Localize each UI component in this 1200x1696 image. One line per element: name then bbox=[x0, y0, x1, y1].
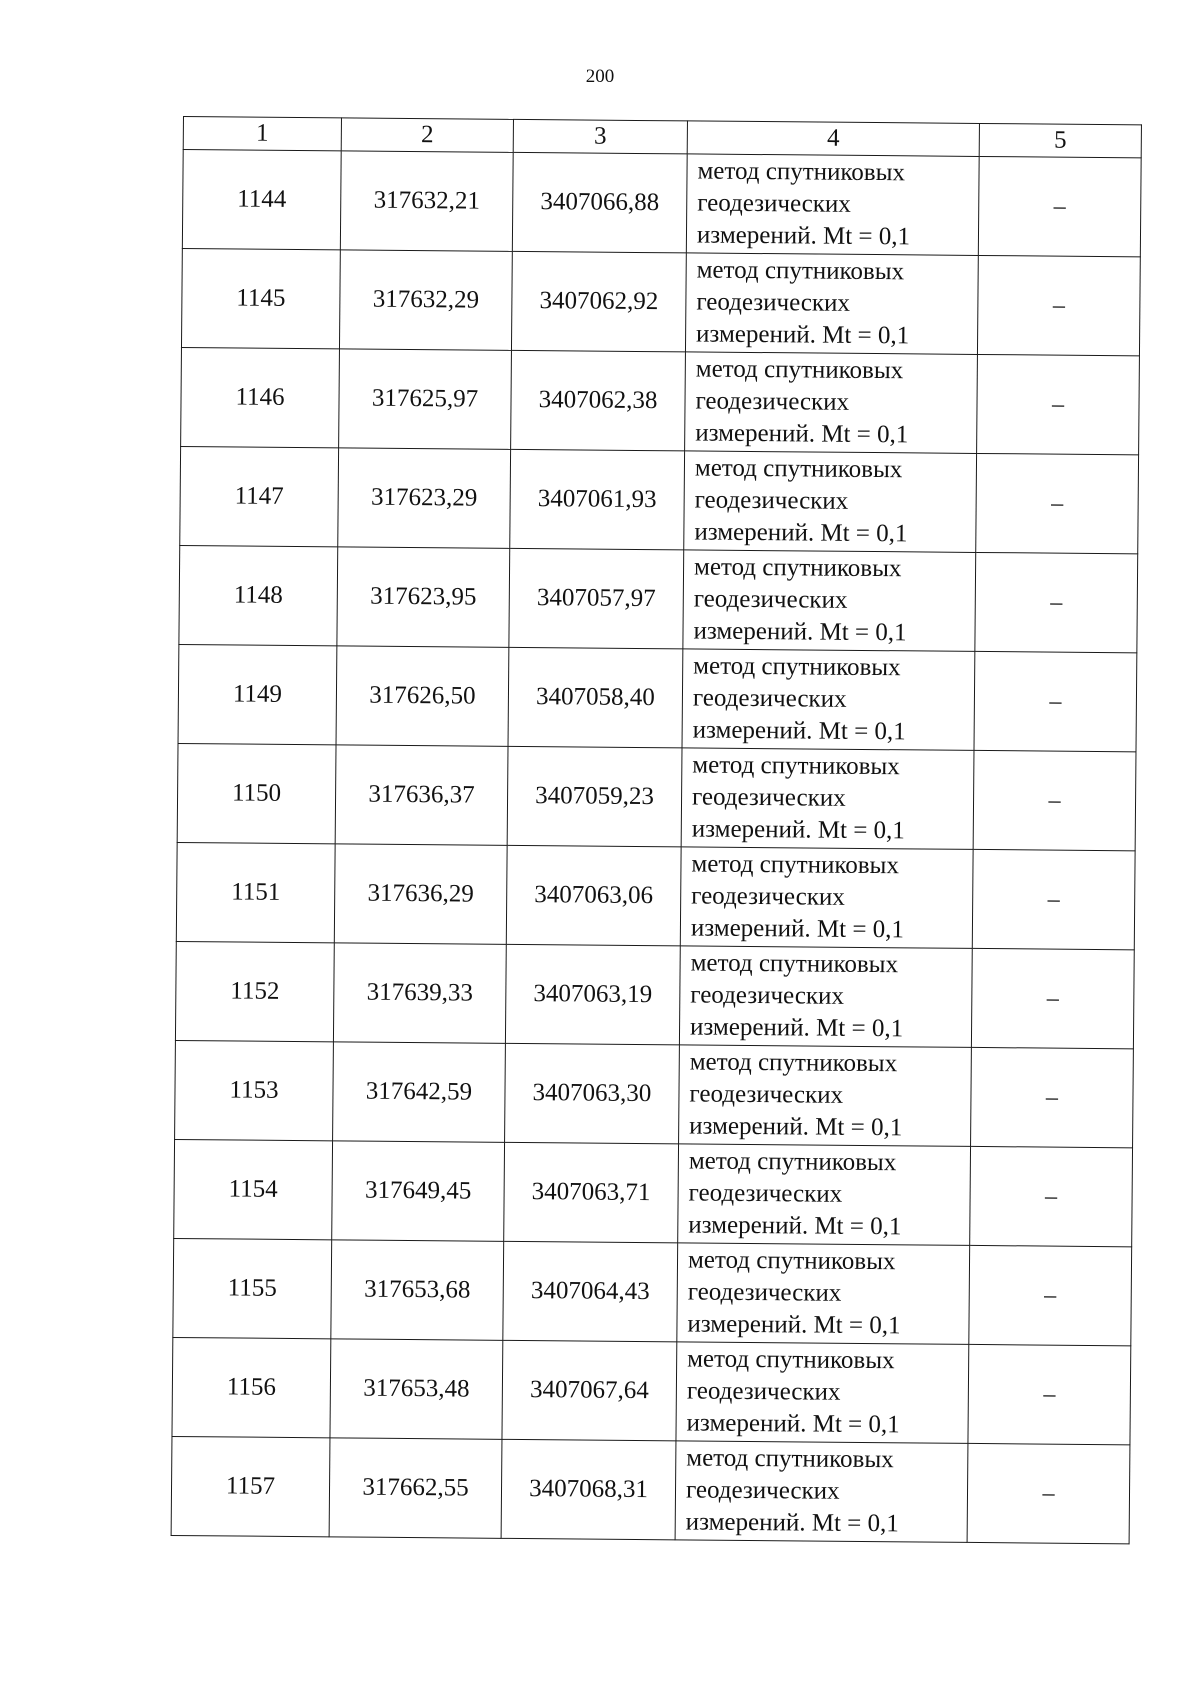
method-line: геодезических bbox=[697, 189, 851, 218]
method-line: измерений. Mt = 0,1 bbox=[687, 1310, 901, 1340]
column-header: 1 bbox=[183, 117, 341, 151]
empty-value: – bbox=[970, 1146, 1133, 1246]
column-header: 3 bbox=[513, 119, 687, 154]
method-cell bbox=[686, 154, 979, 256]
table-row bbox=[181, 248, 1140, 355]
point-number: 1149 bbox=[178, 644, 337, 744]
point-number: 1156 bbox=[172, 1337, 331, 1437]
method-cell bbox=[680, 847, 973, 949]
method-line: метод спутниковых bbox=[686, 1444, 894, 1474]
column-header: 2 bbox=[341, 118, 513, 152]
method-cell bbox=[685, 253, 978, 355]
point-number: 1152 bbox=[175, 941, 334, 1041]
method-line: метод спутниковых bbox=[689, 1048, 898, 1078]
coordinates-table bbox=[171, 116, 1142, 1544]
empty-value: – bbox=[976, 453, 1139, 553]
method-line: метод спутниковых bbox=[690, 949, 899, 979]
method-line: метод спутниковых bbox=[694, 454, 903, 484]
method-line: измерений. Mt = 0,1 bbox=[689, 1013, 904, 1043]
page-number: 200 bbox=[585, 66, 615, 87]
method-cell bbox=[675, 1441, 968, 1543]
empty-value: – bbox=[973, 750, 1136, 850]
method-line: измерений. Mt = 0,1 bbox=[685, 1508, 899, 1538]
method-line: метод спутниковых bbox=[692, 751, 900, 781]
method-line: измерений. Mt = 0,1 bbox=[695, 419, 909, 449]
point-number: 1155 bbox=[173, 1238, 332, 1338]
empty-value: – bbox=[971, 948, 1134, 1048]
coordinate-y: 3407066,88 bbox=[512, 152, 687, 253]
method-line: геодезических bbox=[695, 387, 850, 416]
method-line: геодезических bbox=[691, 783, 846, 812]
point-number: 1150 bbox=[177, 743, 336, 843]
method-cell bbox=[679, 1045, 972, 1147]
table-row bbox=[172, 1337, 1131, 1444]
coordinate-y: 3407063,30 bbox=[505, 1043, 680, 1144]
method-line: измерений. Mt = 0,1 bbox=[690, 914, 905, 944]
table-row bbox=[177, 743, 1136, 850]
point-number: 1148 bbox=[179, 545, 338, 645]
method-cell bbox=[685, 352, 978, 454]
empty-value: – bbox=[977, 354, 1140, 454]
empty-value: – bbox=[972, 849, 1135, 949]
table-row bbox=[171, 1436, 1130, 1543]
method-cell bbox=[676, 1342, 969, 1444]
method-line: метод спутниковых bbox=[688, 1147, 897, 1177]
method-line: метод спутниковых bbox=[693, 553, 902, 583]
empty-value: – bbox=[977, 255, 1140, 355]
method-line: метод спутниковых bbox=[687, 1246, 896, 1276]
method-line: геодезических bbox=[689, 1080, 844, 1109]
coordinate-x: 317632,29 bbox=[339, 250, 512, 350]
method-line: метод спутниковых bbox=[687, 1345, 895, 1375]
empty-value: – bbox=[971, 1047, 1134, 1147]
method-line: метод спутниковых bbox=[696, 256, 905, 286]
table-row bbox=[178, 644, 1137, 751]
point-number: 1147 bbox=[180, 446, 339, 546]
method-line: метод спутниковых bbox=[693, 652, 901, 682]
point-number: 1153 bbox=[175, 1040, 334, 1140]
point-number: 1154 bbox=[174, 1139, 333, 1239]
empty-value: – bbox=[967, 1443, 1130, 1543]
method-line: геодезических bbox=[687, 1278, 842, 1307]
coordinate-y: 3407068,31 bbox=[501, 1439, 676, 1540]
method-cell bbox=[684, 451, 977, 553]
method-line: геодезических bbox=[690, 981, 845, 1010]
method-line: геодезических bbox=[694, 486, 849, 515]
point-number: 1145 bbox=[181, 248, 340, 348]
coordinate-y: 3407061,93 bbox=[510, 449, 685, 550]
method-line: измерений. Mt = 0,1 bbox=[686, 1409, 900, 1439]
method-line: измерений. Mt = 0,1 bbox=[688, 1211, 902, 1241]
table-row bbox=[180, 446, 1139, 553]
table-row bbox=[175, 1040, 1134, 1147]
empty-value: – bbox=[969, 1245, 1132, 1345]
coordinate-y: 3407063,19 bbox=[505, 944, 680, 1045]
column-header: 4 bbox=[687, 121, 979, 157]
coordinate-x: 317625,97 bbox=[339, 349, 512, 449]
method-line: геодезических bbox=[686, 1377, 841, 1406]
coordinate-y: 3407064,43 bbox=[503, 1241, 678, 1342]
coordinate-y: 3407059,23 bbox=[507, 746, 682, 847]
empty-value: – bbox=[975, 552, 1138, 652]
method-line: измерений. Mt = 0,1 bbox=[692, 716, 906, 746]
method-line: измерений. Mt = 0,1 bbox=[694, 518, 908, 548]
method-cell bbox=[678, 1144, 971, 1246]
table-row bbox=[174, 1139, 1133, 1246]
method-cell bbox=[679, 946, 972, 1048]
coordinate-y: 3407063,06 bbox=[506, 845, 681, 946]
point-number: 1144 bbox=[182, 150, 341, 250]
empty-value: – bbox=[974, 651, 1137, 751]
method-line: геодезических bbox=[691, 882, 845, 911]
coordinate-x: 317653,68 bbox=[331, 1240, 504, 1340]
method-line: измерений. Mt = 0,1 bbox=[693, 617, 907, 647]
coordinate-y: 3407063,71 bbox=[504, 1142, 679, 1243]
coordinate-y: 3407062,92 bbox=[511, 251, 686, 352]
coordinate-x: 317636,37 bbox=[335, 745, 508, 845]
method-line: метод спутниковых bbox=[695, 355, 904, 385]
method-line: измерений. Mt = 0,1 bbox=[695, 320, 910, 350]
coordinate-x: 317642,59 bbox=[333, 1042, 506, 1142]
coordinate-x: 317632,21 bbox=[340, 151, 513, 251]
method-line: геодезических bbox=[692, 684, 847, 713]
coordinate-x: 317649,45 bbox=[332, 1141, 505, 1241]
empty-value: – bbox=[978, 156, 1141, 256]
method-cell bbox=[681, 748, 974, 850]
table-row bbox=[182, 150, 1141, 257]
table-row bbox=[179, 545, 1138, 652]
method-line: геодезических bbox=[693, 585, 848, 614]
point-number: 1146 bbox=[181, 347, 340, 447]
method-line: геодезических bbox=[685, 1476, 840, 1505]
column-header: 5 bbox=[979, 123, 1141, 157]
method-line: измерений. Mt = 0,1 bbox=[691, 815, 905, 845]
coordinate-x: 317626,50 bbox=[336, 646, 509, 746]
coordinate-x: 317636,29 bbox=[334, 844, 507, 944]
point-number: 1151 bbox=[176, 842, 335, 942]
table-row bbox=[181, 347, 1140, 454]
empty-value: – bbox=[968, 1344, 1131, 1444]
table-row bbox=[175, 941, 1134, 1048]
method-line: геодезических bbox=[696, 288, 851, 317]
method-cell bbox=[677, 1243, 970, 1345]
point-number: 1157 bbox=[171, 1436, 330, 1536]
table-row bbox=[176, 842, 1135, 949]
coordinate-y: 3407058,40 bbox=[508, 647, 683, 748]
coordinate-x: 317639,33 bbox=[333, 943, 506, 1043]
coordinate-x: 317623,29 bbox=[338, 448, 511, 548]
coordinate-y: 3407057,97 bbox=[509, 548, 684, 649]
method-cell bbox=[683, 550, 976, 652]
method-line: метод спутниковых bbox=[697, 157, 906, 187]
coordinate-x: 317662,55 bbox=[329, 1438, 502, 1538]
coordinate-y: 3407062,38 bbox=[511, 350, 686, 451]
table-row bbox=[173, 1238, 1132, 1345]
coordinate-y: 3407067,64 bbox=[502, 1340, 677, 1441]
method-line: метод спутниковых bbox=[691, 850, 900, 880]
method-line: измерений. Mt = 0,1 bbox=[689, 1112, 903, 1142]
method-line: геодезических bbox=[688, 1179, 843, 1208]
method-cell bbox=[682, 649, 975, 751]
method-line: измерений. Mt = 0,1 bbox=[696, 221, 911, 251]
coordinate-x: 317623,95 bbox=[337, 547, 510, 647]
coordinate-x: 317653,48 bbox=[330, 1339, 503, 1439]
